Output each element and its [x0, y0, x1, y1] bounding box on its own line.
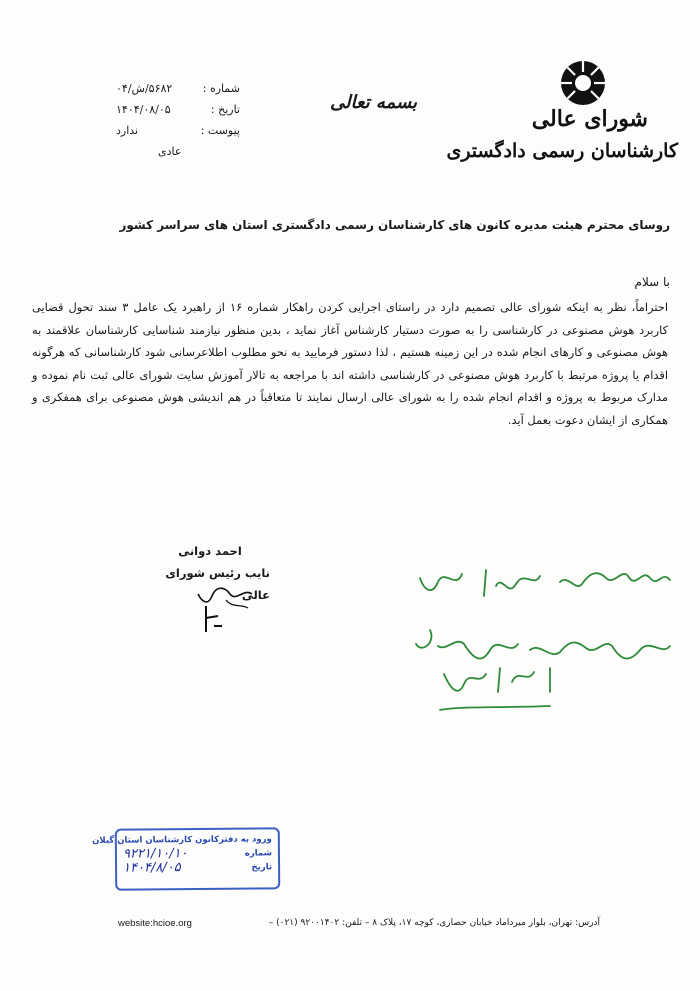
handwritten-referral-note: [400, 560, 680, 740]
meta-date-row: [110, 99, 240, 120]
meta-number-row: [110, 78, 240, 99]
emblem-icon: [558, 58, 608, 108]
recipient-line: روسای محترم هیئت مدیره کانون های کارشناسان رسمی دادگستری استان های سراسر کشور: [119, 218, 670, 232]
signatory-name: احمد دوانی: [178, 544, 242, 558]
footer-website: website:hcioe.org: [118, 918, 192, 929]
stamp-title: ورود به دفترکانون کارشناسان استان گیلان: [92, 834, 272, 846]
date-value: ۱۴۰۴/۰۸/۰۵: [116, 103, 171, 116]
footer-address: آدرس: تهران، بلوار میرداماد خیابان حصاری، کوچه ۱۷، پلاک ۸ – تلفن: ۹۲۰۰۱۴۰۲ (۰۲۱) –: [268, 918, 600, 928]
registration-stamp: [92, 827, 281, 890]
handwritten-signature: [192, 580, 262, 640]
letter-footer: [118, 918, 600, 929]
attachment-label: پیوست :: [200, 124, 240, 137]
number-value: ۵۶۸۲/ش/۰۴: [116, 82, 173, 95]
stamp-number-label: شماره: [244, 848, 272, 859]
meta-attachment-row: [110, 120, 240, 141]
org-name-line2: کارشناسان رسمی دادگستری: [446, 140, 678, 162]
greeting: با سلام: [634, 275, 670, 289]
stamp-date-label: تاریخ: [251, 862, 273, 873]
letter-heading: بسمه تعالی: [330, 92, 418, 113]
stamp-number-row: [123, 846, 272, 861]
letter-meta: [110, 78, 240, 162]
attachment-value: ندارد: [116, 124, 139, 137]
stamp-number-value: ۹۲۲۱/۱۰/۱۰: [122, 846, 188, 862]
letterhead-logo: [446, 58, 678, 178]
number-label: شماره :: [202, 82, 240, 95]
stamp-date-value: ۱۴۰۴/۸/۰۵: [123, 860, 181, 876]
date-label: تاریخ :: [210, 103, 240, 116]
org-name-line1: شورای عالی: [531, 106, 648, 132]
signatory-title: نایب رئیس شورای عالی: [165, 566, 270, 602]
letter-body: احتراماً، نظر به اینکه شورای عالی تصمیم دارد در راستای اجرایی کردن راهکار شماره ۱۶ از راهبرد یک عامل ۳ سند تحول قضایی کاربرد هوش مصنوعی در کارشناسی را به صورت دستیار کارشناس آغاز نماید ، بدین منظور نیازمند شناسایی کارشناسان علاقمند به هوش مصنوعی و کارهای انجام شده در این زمینه هستیم ، لذا دستور فرمایید به نحو مطلوب اطلاعرسانی شود کارشناسانی که هرگونه اقدام یا پروژه مرتبط با کاربرد هوش مصنوعی در کارشناسی داشته اند با مراجعه به تالار آموزش سایت شورای عالی ثبت نام نموده و مدارک مربوط به پروژه و اقدام انجام شده را به شورای عالی ارسال نمایند تا متعاقباً در هم اندیشی هوش مصنوعی برای همفکری و همکاری از ایشان دعوت بعمل آید.: [32, 300, 668, 427]
stamp-date-row: [123, 860, 272, 875]
classification: عادی: [158, 145, 182, 158]
